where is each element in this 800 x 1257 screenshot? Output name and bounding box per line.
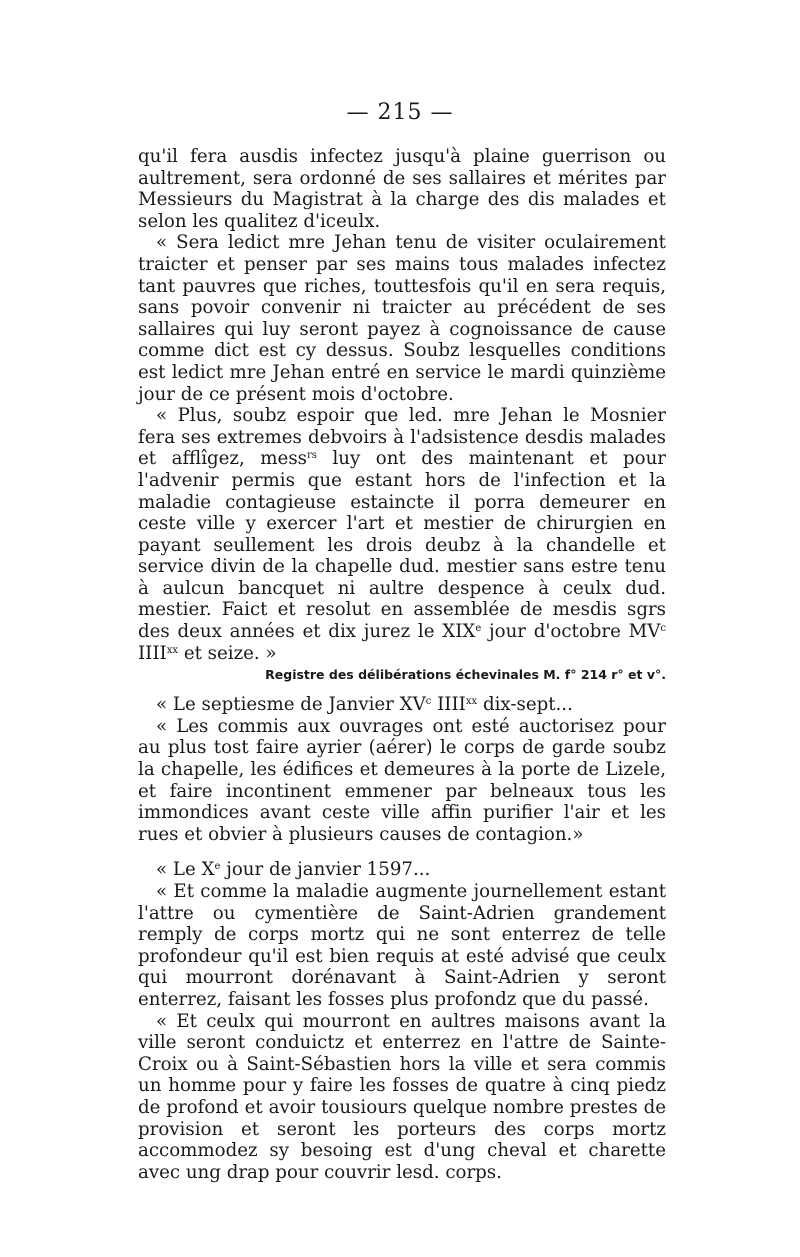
superscript-xx: xx bbox=[465, 696, 478, 708]
superscript-rs: rs bbox=[307, 450, 317, 462]
paragraph-4-part-b: IIII bbox=[431, 694, 466, 716]
paragraph-5: « Les commis aux ouvrages ont esté auctorisez pour au plus tost faire ayrier (aérer) le corps de garde soubz la chapelle, les édifices et demeures à la porte de Lizele, et faire incontinent emmener par belneaux tous les immondices avant ceste ville affin purifier l'air et les rues et obvier à plusieurs causes de contagion.» bbox=[138, 715, 666, 845]
paragraph-2: « Sera ledict mre Jehan tenu de visiter oculairement traicter et penser par ses mains tous malades infectez tant pauvres que riches, touttesfois qu'il en sera requis, sans povoir convenir ni traicter au précédent de ses sallaires qui luy seront payez à cognoissance de cause comme dict est cy dessus. Soubz lesquelles conditions est ledict mre Jehan entré en service le mardi quinzième jour de ce présent mois d'octobre. bbox=[138, 232, 666, 405]
paragraph-6 bbox=[138, 859, 666, 881]
paragraph-4 bbox=[138, 694, 666, 716]
paragraph-3 bbox=[138, 405, 666, 664]
paragraph-3-part-e: et seize. » bbox=[178, 642, 277, 664]
paragraph-3-part-a: « Plus, soubz espoir que led. mre Jehan le Mosnier fera ses extremes debvoirs à l'adsistence desdis malades et afflîgez, mess bbox=[138, 405, 666, 470]
paragraph-4-part-a: « Le septiesme de Janvier XV bbox=[156, 694, 426, 716]
source-reference: Registre des délibérations échevinales M. f° 214 r° et v°. bbox=[265, 667, 666, 683]
paragraph-8: « Et ceulx qui mourront en aultres maisons avant la ville seront conduictz et enterrez en l'attre de Sainte-Croix ou à Saint-Sébastien hors la ville et sera commis un homme pour y faire les fosses de quatre à cinq piedz de profond et avoir tousiours quelque nombre prestes de provision et seront les porteurs des corps mortz accommodez sy besoing est d'ung cheval et charette avec ung drap pour couvrir lesd. corps. bbox=[138, 1010, 666, 1183]
superscript-c: c bbox=[660, 623, 666, 635]
paragraph-7: « Et comme la maladie augmente journellement estant l'attre ou cymentière de Saint-Adrien grandement remply de corps mortz qui ne sont enterrez de telle profondeur qu'il est bien requis at esté advisé que ceulx qui mourront dorénavant à Saint-Adrien y seront enterrez, faisant les fosses plus profondz que du passé. bbox=[138, 881, 666, 1010]
paragraph-1: qu'il fera ausdis infectez jusqu'à plaine guerrison ou aultrement, sera ordonné de ses sallaires et mérites par Messieurs du Magistrat à la charge des dis malades et selon les qualitez d'iceulx. bbox=[138, 146, 666, 232]
superscript-c: c bbox=[425, 696, 432, 708]
paragraph-3-part-d: IIII bbox=[138, 642, 167, 664]
paragraph-6-part-a: « Le X bbox=[156, 859, 215, 881]
paragraph-3-part-c: jour d'octobre MV bbox=[481, 621, 661, 643]
superscript-e: e bbox=[214, 861, 221, 873]
paragraph-6-part-b: jour de janvier 1597... bbox=[220, 859, 431, 881]
superscript-xx: xx bbox=[166, 644, 179, 656]
body-text bbox=[138, 146, 666, 1183]
paragraph-3-part-b: luy ont des maintenant et pour l'advenir permis que estant hors de l'infection et la maladie contagieuse estaincte il porra demeurer en ceste ville y exercer l'art et mestier de chirurgien en payant seullement les drois deubz à la chandelle et service divin de la chapelle dud. mestier sans estre tenu à aulcun bancquet ni aultre despence à ceulx dud. mestier. Faict et resolut en assemblée de mesdis sgrs des deux années et dix jurez le XIX bbox=[138, 448, 666, 643]
page-number: — 215 — bbox=[346, 100, 454, 125]
superscript-e: e bbox=[475, 623, 482, 635]
paragraph-4-part-c: dix-sept... bbox=[477, 694, 573, 716]
